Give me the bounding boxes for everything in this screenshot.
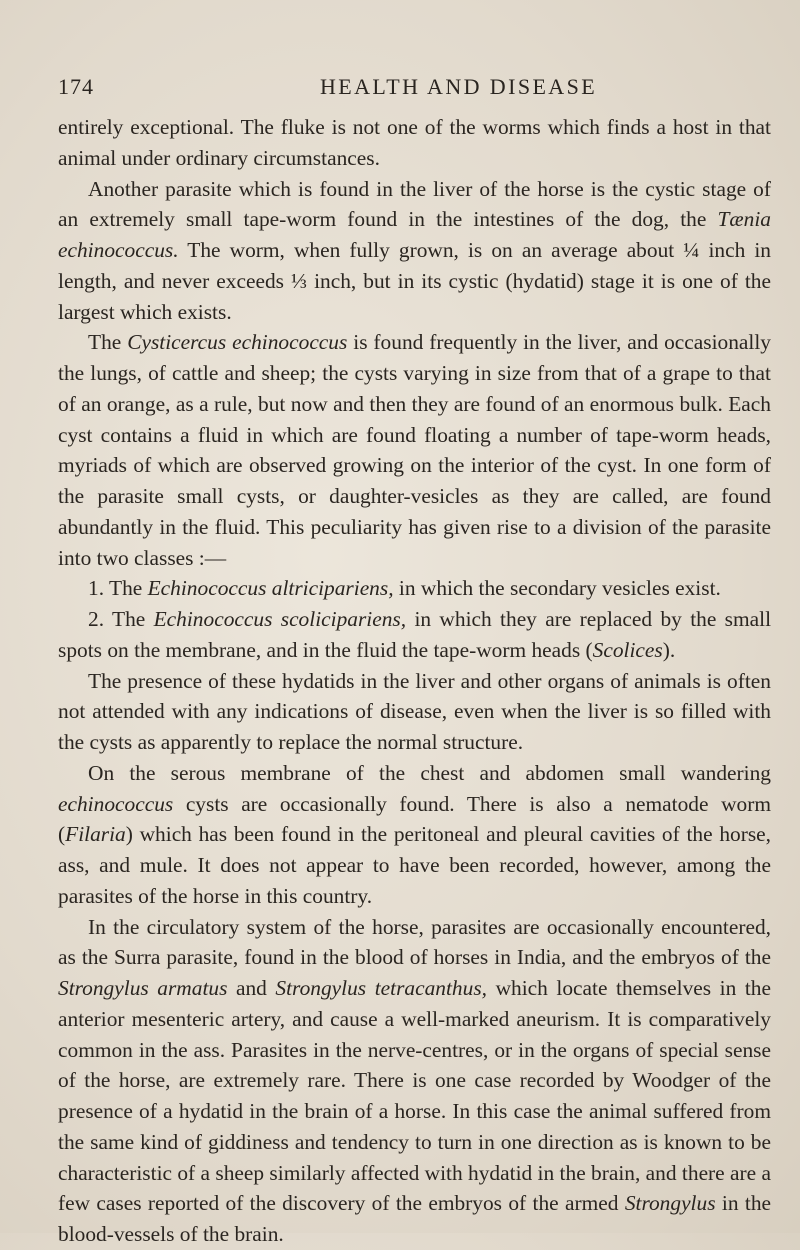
paragraph-circulatory-system <box>58 912 771 1250</box>
page-number: 174 <box>58 74 94 99</box>
italic-term: Tænia echinococcus. <box>58 207 771 262</box>
running-title: HEALTH AND DISEASE <box>320 74 598 99</box>
text-run: The presence of these hydatids in the liver and other organs of animals is often not attended with any indications of disease, even when the liver is so filled with the cysts as apparently to replace the normal structure. <box>58 668 771 754</box>
italic-term: Echinococcus scolicipariens, <box>153 607 407 631</box>
text-run: is found frequently in the liver, and occasionally the lungs, of cattle and sheep; the cysts varying in size from that of a grape to that of an orange, as a rule, but now and then they are found of an enormous bulk. Each cyst contains a fluid in which are found floating a number of tape-worm heads, myriads of which are observed growing on the interior of the cyst. In one form of the parasite small cysts, or daughter-vesicles as they are called, are found abundantly in the fluid. This peculiarity has given rise to a division of the parasite into two classes :— <box>58 330 771 570</box>
paragraph-serous-membrane <box>58 758 771 912</box>
text-run: cysts are occasionally found. There is also a nematode worm ( <box>58 791 771 847</box>
text-run: Another parasite which is found in the liver of the horse is the cystic stage of an extremely small tape-worm found in the intestines of the dog, the <box>58 176 771 232</box>
text-run: The <box>88 330 128 355</box>
text-run: and <box>227 976 276 1000</box>
text-run: in which they are replaced by the small spots on the membrane, and in the fluid the tape-worm heads ( <box>58 607 772 662</box>
italic-term: Scolices <box>592 637 663 662</box>
text-run: 1. The <box>88 576 148 601</box>
paragraph-echinococcus-intro <box>58 174 771 328</box>
list-item-altricipariens <box>58 573 771 604</box>
text-run: in the blood-vessels of the brain. <box>58 1191 772 1246</box>
text-run: The worm, when fully grown, is on an average about ¼ inch in length, and never exceeds ⅓ inch, but in its cystic (hydatid) stage it is one of the largest which exists. <box>58 238 771 324</box>
text-run: in which the secondary vesicles exist. <box>393 576 721 601</box>
running-header <box>58 74 768 102</box>
paragraph-cysticercus <box>58 327 771 573</box>
paragraph-hydatids-liver <box>58 666 771 758</box>
text-run: On the serous membrane of the chest and abdomen small wandering <box>88 760 771 785</box>
italic-term: echinococcus <box>58 791 174 816</box>
italic-term: Strongylus tetracanthus, <box>275 976 487 1000</box>
italic-term: Echinococcus altricipariens, <box>147 576 394 601</box>
italic-term: Filaria <box>65 822 126 847</box>
text-run: which locate themselves in the anterior mesenteric artery, and cause a well-marked aneurism. It is comparatively common in the ass. Parasites in the nerve-centres, or in the organs of special sense of the horse, are extremely rare. There is one case recorded by Woodger of the presence of a hydatid in the brain of a horse. In this case the animal suffered from the same kind of giddiness and tendency to turn in one direction as is known to be characteristic of a sheep similarly affected with hydatid in the brain, and there are a few cases reported of the discovery of the embryos of the armed <box>58 976 771 1216</box>
paragraph-continuation <box>58 112 771 174</box>
text-run: entirely exceptional. The fluke is not one of the worms which finds a host in that animal under ordinary circumstances. <box>58 115 771 170</box>
body-text <box>58 112 771 1250</box>
list-item-scolicipariens <box>58 604 771 666</box>
text-run: ). <box>662 637 676 662</box>
text-run: ) which has been found in the peritoneal and pleural cavities of the horse, ass, and mule. It does not appear to have been recorded, however, among the parasites of the horse in this country. <box>58 822 771 908</box>
italic-term: Strongylus <box>624 1191 716 1216</box>
text-run: In the circulatory system of the horse, parasites are occasionally encountered, as the Surra parasite, found in the blood of horses in India, and the embryos of the <box>58 914 771 970</box>
text-run: 2. The <box>88 607 154 631</box>
italic-term: Strongylus armatus <box>58 976 228 1000</box>
italic-term: Cysticercus echinococcus <box>127 330 348 355</box>
